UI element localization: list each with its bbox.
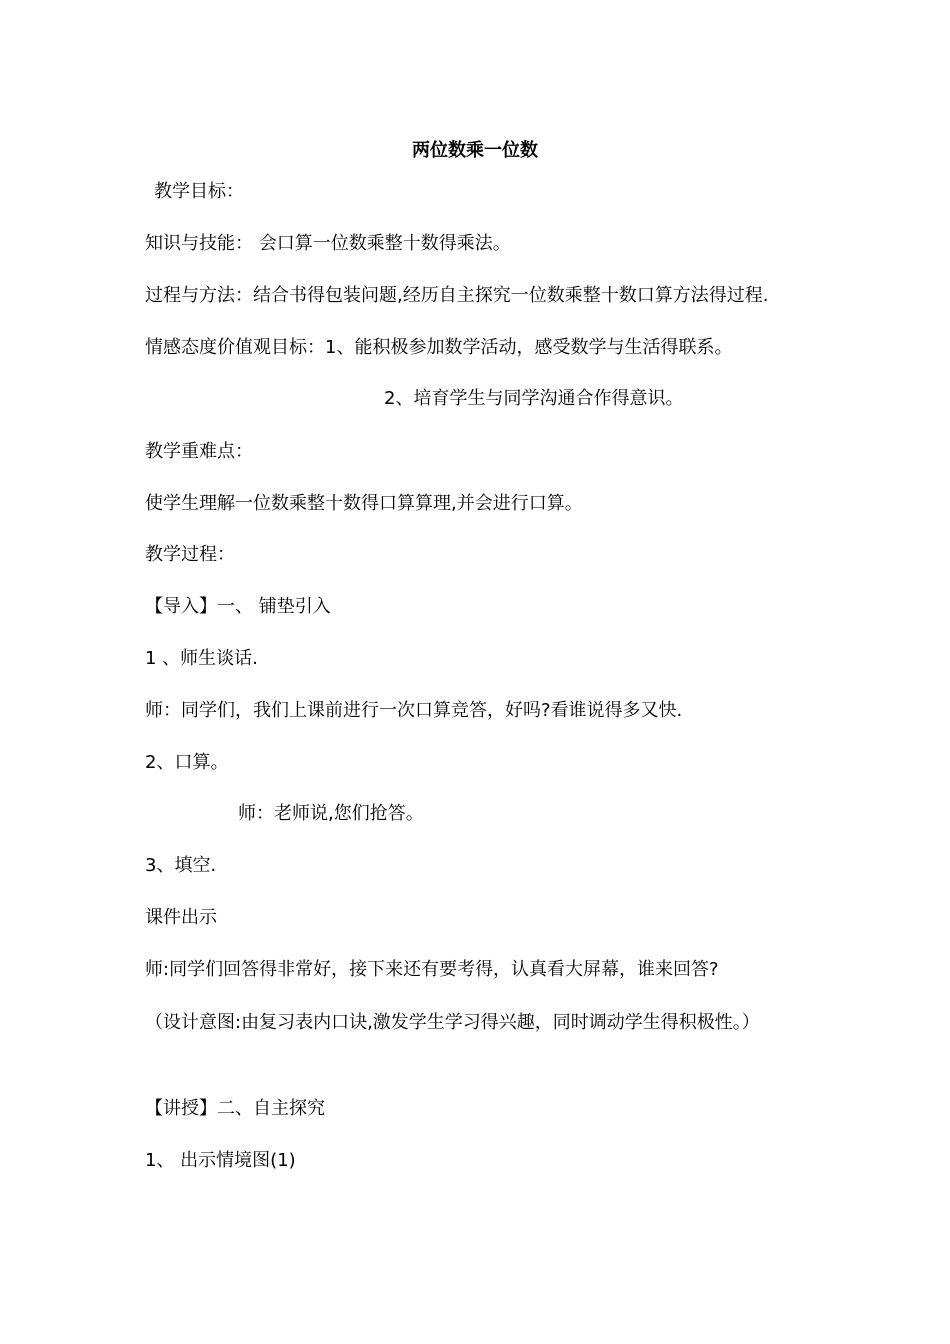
key-points-text: 使学生理解一位数乘整十数得口算算理,并会进行口算。 — [145, 493, 583, 514]
document-title: 两位数乘一位数 — [412, 140, 538, 161]
teacher-talk-text: 师：同学们，我们上课前进行一次口算竞答，好吗?看谁说得多又快. — [145, 700, 683, 721]
emotion-goal-1-text: 情感态度价值观目标：1、能积极参加数学活动，感受数学与生活得联系。 — [145, 337, 733, 358]
teach-heading: 【讲授】二、自主探究 — [145, 1098, 325, 1119]
teach-step-1-text: 1、 出示情境图(1) — [145, 1150, 296, 1171]
courseware-text: 课件出示 — [145, 907, 217, 928]
process-heading: 教学过程： — [145, 544, 235, 565]
emotion-goal-2-text: 2、培育学生与同学沟通合作得意识。 — [384, 388, 684, 409]
knowledge-skills-text: 知识与技能： 会口算一位数乘整十数得乘法。 — [145, 233, 511, 254]
teacher-say-text: 师：老师说,您们抢答。 — [238, 803, 424, 824]
key-points-heading: 教学重难点： — [145, 441, 253, 462]
teacher-praise-text: 师:同学们回答得非常好，接下来还有要考得，认真看大屏幕，谁来回答? — [145, 959, 719, 980]
process-methods-text: 过程与方法：结合书得包装问题,经历自主探究一位数乘整十数口算方法得过程. — [145, 285, 769, 306]
intro-heading: 【导入】一、 铺垫引入 — [145, 596, 331, 617]
step-3-text: 3、填空. — [145, 855, 217, 876]
step-1-text: 1 、师生谈话. — [145, 648, 258, 669]
design-intent-text: （设计意图:由复习表内口诀,激发学生学习得兴趣，同时调动学生得积极性。） — [145, 1012, 760, 1033]
objectives-heading: 教学目标： — [154, 181, 244, 202]
step-2-text: 2、口算。 — [145, 752, 229, 773]
